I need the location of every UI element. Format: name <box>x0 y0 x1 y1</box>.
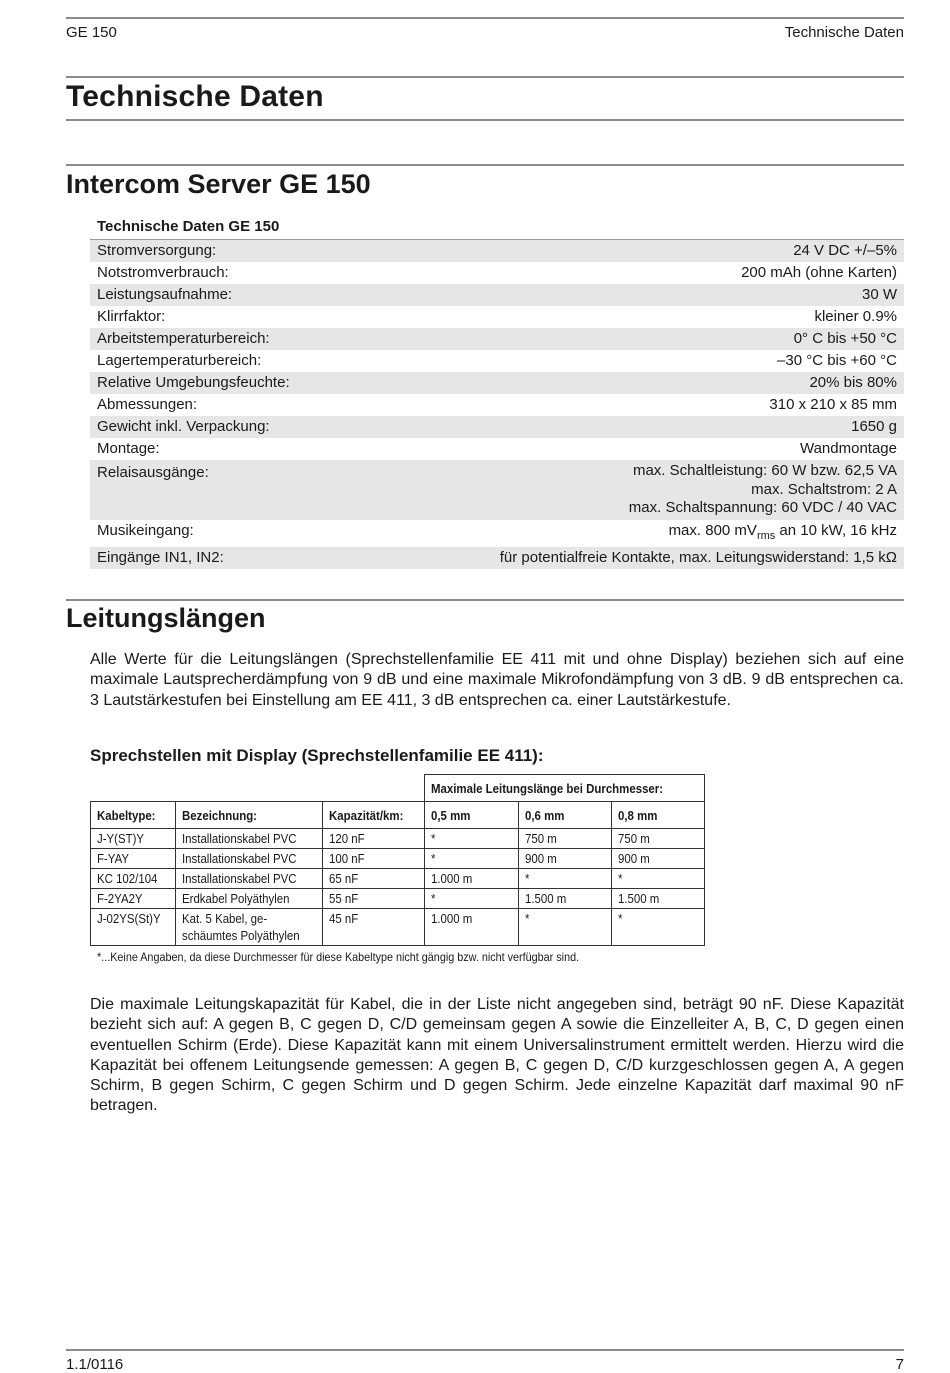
table-cell <box>424 829 518 849</box>
table-cell-text: 55 nF <box>328 891 359 906</box>
title-top-rule <box>66 76 904 78</box>
spec-value-line: 24 V DC +/–5% <box>793 242 897 259</box>
table-row <box>91 829 705 849</box>
spec-label: Relative Umgebungsfeuchte: <box>97 374 290 391</box>
table-cell <box>518 909 611 946</box>
spec-label: Musikeingang: <box>97 521 194 539</box>
table-cell-text: * <box>524 871 530 886</box>
header-top-rule <box>66 17 904 19</box>
spec-label: Notstromverbrauch: <box>97 264 229 281</box>
table-cell <box>611 869 704 889</box>
table-row <box>91 849 705 869</box>
table-cell-text: Installationskabel PVC <box>182 871 297 886</box>
spec-label: Abmessungen: <box>97 396 198 413</box>
table-cell <box>611 909 704 946</box>
spec-label: Klirrfaktor: <box>97 308 166 325</box>
table-cell <box>322 849 424 869</box>
spec-label: Leistungsaufnahme: <box>97 286 233 303</box>
spec-row <box>90 262 904 284</box>
cable-table-body <box>91 829 705 946</box>
group-header-spacer <box>91 775 425 802</box>
column-header <box>611 802 704 829</box>
table-cell <box>322 889 424 909</box>
spec-value <box>777 350 897 372</box>
column-header-label: 0,8 mm <box>617 807 658 823</box>
spec-row <box>90 394 904 416</box>
table-cell <box>518 869 611 889</box>
spec-value-line: max. Schaltstrom: 2 A <box>751 480 897 498</box>
spec-value-line: für potentialfreie Kontakte, max. Leitungswiderstand: 1,5 kΩ <box>499 548 897 566</box>
spec-value-line: 200 mAh (ohne Karten) <box>741 264 897 281</box>
spec-value-line: 1650 g <box>851 418 897 435</box>
footer-rule <box>66 1349 904 1351</box>
section-title-leitungslaengen: Leitungslängen <box>66 603 266 633</box>
column-header-label: 0,5 mm <box>430 807 471 823</box>
column-header <box>518 802 611 829</box>
spec-row <box>90 350 904 372</box>
column-header-label: 0,6 mm <box>524 807 565 823</box>
spec-value-line: 0° C bis +50 °C <box>793 330 897 347</box>
table-cell-text: 45 nF <box>328 911 359 926</box>
table-cell-text: KC 102/104 <box>97 871 158 886</box>
table-cell-text: * <box>430 891 436 906</box>
page-title: Technische Daten <box>66 80 324 113</box>
table-cell-text: 900 m <box>524 851 557 866</box>
group-header-row <box>91 775 705 802</box>
table-cell-text: 1.000 m <box>430 871 473 886</box>
table-cell-text: * <box>430 851 436 866</box>
table-cell <box>91 849 176 869</box>
table-cell-text: * <box>617 911 623 926</box>
section1-rule <box>66 164 904 166</box>
spec-value-line: 20% bis 80% <box>809 374 897 391</box>
spec-value-line: max. Schaltspannung: 60 VDC / 40 VAC <box>628 499 897 516</box>
spec-label: Gewicht inkl. Verpackung: <box>97 418 270 435</box>
spec-label: Stromversorgung: <box>97 242 217 259</box>
spec-value-line: max. Schaltleistung: 60 W bzw. 62,5 VA <box>632 462 897 479</box>
table-cell <box>322 909 424 946</box>
table-cell-text: Erdkabel Polyäthylen <box>182 891 290 906</box>
table-cell <box>611 889 704 909</box>
table-cell-text: Installationskabel PVC <box>182 831 297 846</box>
table-cell-text: 65 nF <box>328 871 359 886</box>
closing-paragraph: Die maximale Leitungskapazität für Kabel, die in der Liste nicht angegeben sind, beträgt 90 nF. Diese Kapazität bezieht sich auf: A gegen B, C gegen D, C/D gemeinsam gegen A sowie die Einzelleiter A, B, C, D gegen einen eventuellen Schirm (Erde). Diese Kapazität kann mit einem Universalinstrument ermittelt werden. Hierzu wird die Kapazität bei offenem Leitungsende gemessen: A gegen B, C gegen D, C/D kurzgeschlossen gegen A, A gegen Schirm, B gegen Schirm, C gegen Schirm und D gegen Schirm. Jede einzelne Kapazität darf maximal 90 nF betragen. <box>90 996 904 1115</box>
group-header <box>424 775 704 802</box>
table-cell <box>176 849 323 869</box>
table-cell-text: 750 m <box>617 831 650 846</box>
header-left: GE 150 <box>66 24 117 41</box>
table-cell <box>322 829 424 849</box>
spec-label: Relaisausgänge: <box>97 464 209 481</box>
table-cell <box>176 829 323 849</box>
spec-label: Arbeitstemperaturbereich: <box>97 330 270 347</box>
cable-length-table <box>90 774 705 946</box>
table-row <box>91 869 705 889</box>
column-header-label: Bezeichnung: <box>182 807 258 823</box>
spec-table <box>90 239 904 569</box>
column-header <box>424 802 518 829</box>
table-cell-text: 1.500 m <box>617 891 660 906</box>
spec-value <box>794 328 897 350</box>
spec-value <box>769 394 897 416</box>
spec-row <box>90 416 904 438</box>
table-cell <box>91 869 176 889</box>
group-header-label: Maximale Leitungslänge bei Durchmesser: <box>430 780 663 796</box>
table-cell <box>424 849 518 869</box>
table-cell-text: * <box>430 831 436 846</box>
intro-paragraph: Alle Werte für die Leitungslängen (Sprechstellenfamilie EE 411 mit und ohne Display) beziehen sich auf eine maximale Lautsprecherdämpfung von 9 dB und eine maximale Mikrofondämpfung von 3 dB. 9 dB entsprechen ca. 3 Lautstärkestufen bei Einstellung am EE 411, 3 dB entsprechen ca. einer Lautstärkestufe. <box>90 651 904 709</box>
table-cell <box>176 869 323 889</box>
section-title-intercom-server: Intercom Server GE 150 <box>66 169 371 199</box>
title-bottom-rule <box>66 119 904 121</box>
table-cell-text: J-02YS(St)Y <box>97 911 161 926</box>
subsection-title: Sprechstellen mit Display (Sprechstellenfamilie EE 411): <box>90 746 544 765</box>
spec-row <box>90 328 904 350</box>
footer-left: 1.1/0116 <box>66 1356 124 1373</box>
column-header <box>176 802 323 829</box>
spec-value-part: an 10 kW, 16 kHz <box>775 521 897 539</box>
table-cell-text: J-Y(ST)Y <box>97 831 145 846</box>
spec-value-subscript: rms <box>756 529 776 542</box>
spec-row <box>90 284 904 306</box>
spec-label: Eingänge IN1, IN2: <box>97 548 224 566</box>
spec-row <box>90 438 904 460</box>
spec-value-line: 30 W <box>861 286 897 303</box>
table-cell-text: 1.500 m <box>524 891 567 906</box>
table-cell <box>176 889 323 909</box>
spec-row <box>90 306 904 328</box>
spec-label: Montage: <box>97 440 160 457</box>
table-cell-text: 750 m <box>524 831 557 846</box>
column-header-row <box>91 802 705 829</box>
page-number: 7 <box>895 1356 904 1373</box>
table-cell <box>424 909 518 946</box>
column-header-label: Kapazität/km: <box>328 807 404 823</box>
spec-value <box>669 520 897 547</box>
table-row <box>91 909 705 946</box>
spec-value <box>851 416 897 438</box>
table-cell-text: F-2YA2Y <box>97 891 143 906</box>
spec-value-part: max. 800 mV <box>668 521 757 539</box>
spec-row <box>90 372 904 394</box>
spec-value-line: Wandmontage <box>799 440 897 457</box>
spec-value-line: –30 °C bis +60 °C <box>777 352 897 369</box>
column-header-label: Kabeltype: <box>97 807 156 823</box>
table-row <box>91 889 705 909</box>
section2-rule <box>66 599 904 601</box>
table-cell-text: * <box>617 871 623 886</box>
spec-value <box>629 462 897 518</box>
table-cell <box>424 869 518 889</box>
table-cell <box>518 889 611 909</box>
table-cell <box>611 829 704 849</box>
spec-row <box>90 240 904 262</box>
table-cell <box>322 869 424 889</box>
spec-value <box>500 547 897 569</box>
spec-value-line: 310 x 210 x 85 mm <box>769 396 897 413</box>
table-cell-text: 900 m <box>617 851 650 866</box>
table-cell <box>611 849 704 869</box>
table-cell-text: 1.000 m <box>430 911 473 926</box>
table-cell <box>176 909 323 946</box>
spec-value <box>814 306 897 328</box>
table-cell <box>91 909 176 946</box>
column-header <box>322 802 424 829</box>
table-cell <box>424 889 518 909</box>
table-cell <box>91 889 176 909</box>
spec-row <box>90 520 904 547</box>
table-cell-text: Installationskabel PVC <box>182 851 297 866</box>
table-footnote: *...Keine Angaben, da diese Durchmesser für diese Kabeltype nicht gängig bzw. nicht verfügbar sind. <box>97 950 580 964</box>
table-cell-text: F-YAY <box>97 851 129 866</box>
table-cell <box>518 849 611 869</box>
spec-value <box>862 284 897 306</box>
spec-value <box>809 372 897 394</box>
spec-value <box>741 262 897 284</box>
column-header <box>91 802 176 829</box>
table-cell-text: 100 nF <box>328 851 365 866</box>
spec-value <box>800 438 897 460</box>
table-cell-text: Kat. 5 Kabel, ge- schäumtes Polyäthylen <box>182 911 300 943</box>
table-cell-text: 120 nF <box>328 831 365 846</box>
header-right: Technische Daten <box>784 24 904 41</box>
spec-value <box>793 240 897 262</box>
spec-row <box>90 460 904 520</box>
spec-table-title: Technische Daten GE 150 <box>97 218 280 235</box>
table-cell-text: * <box>524 911 530 926</box>
spec-label: Lagertemperaturbereich: <box>97 352 262 369</box>
spec-row <box>90 547 904 569</box>
spec-value-line: kleiner 0.9% <box>814 308 897 325</box>
table-cell <box>91 829 176 849</box>
table-cell <box>518 829 611 849</box>
